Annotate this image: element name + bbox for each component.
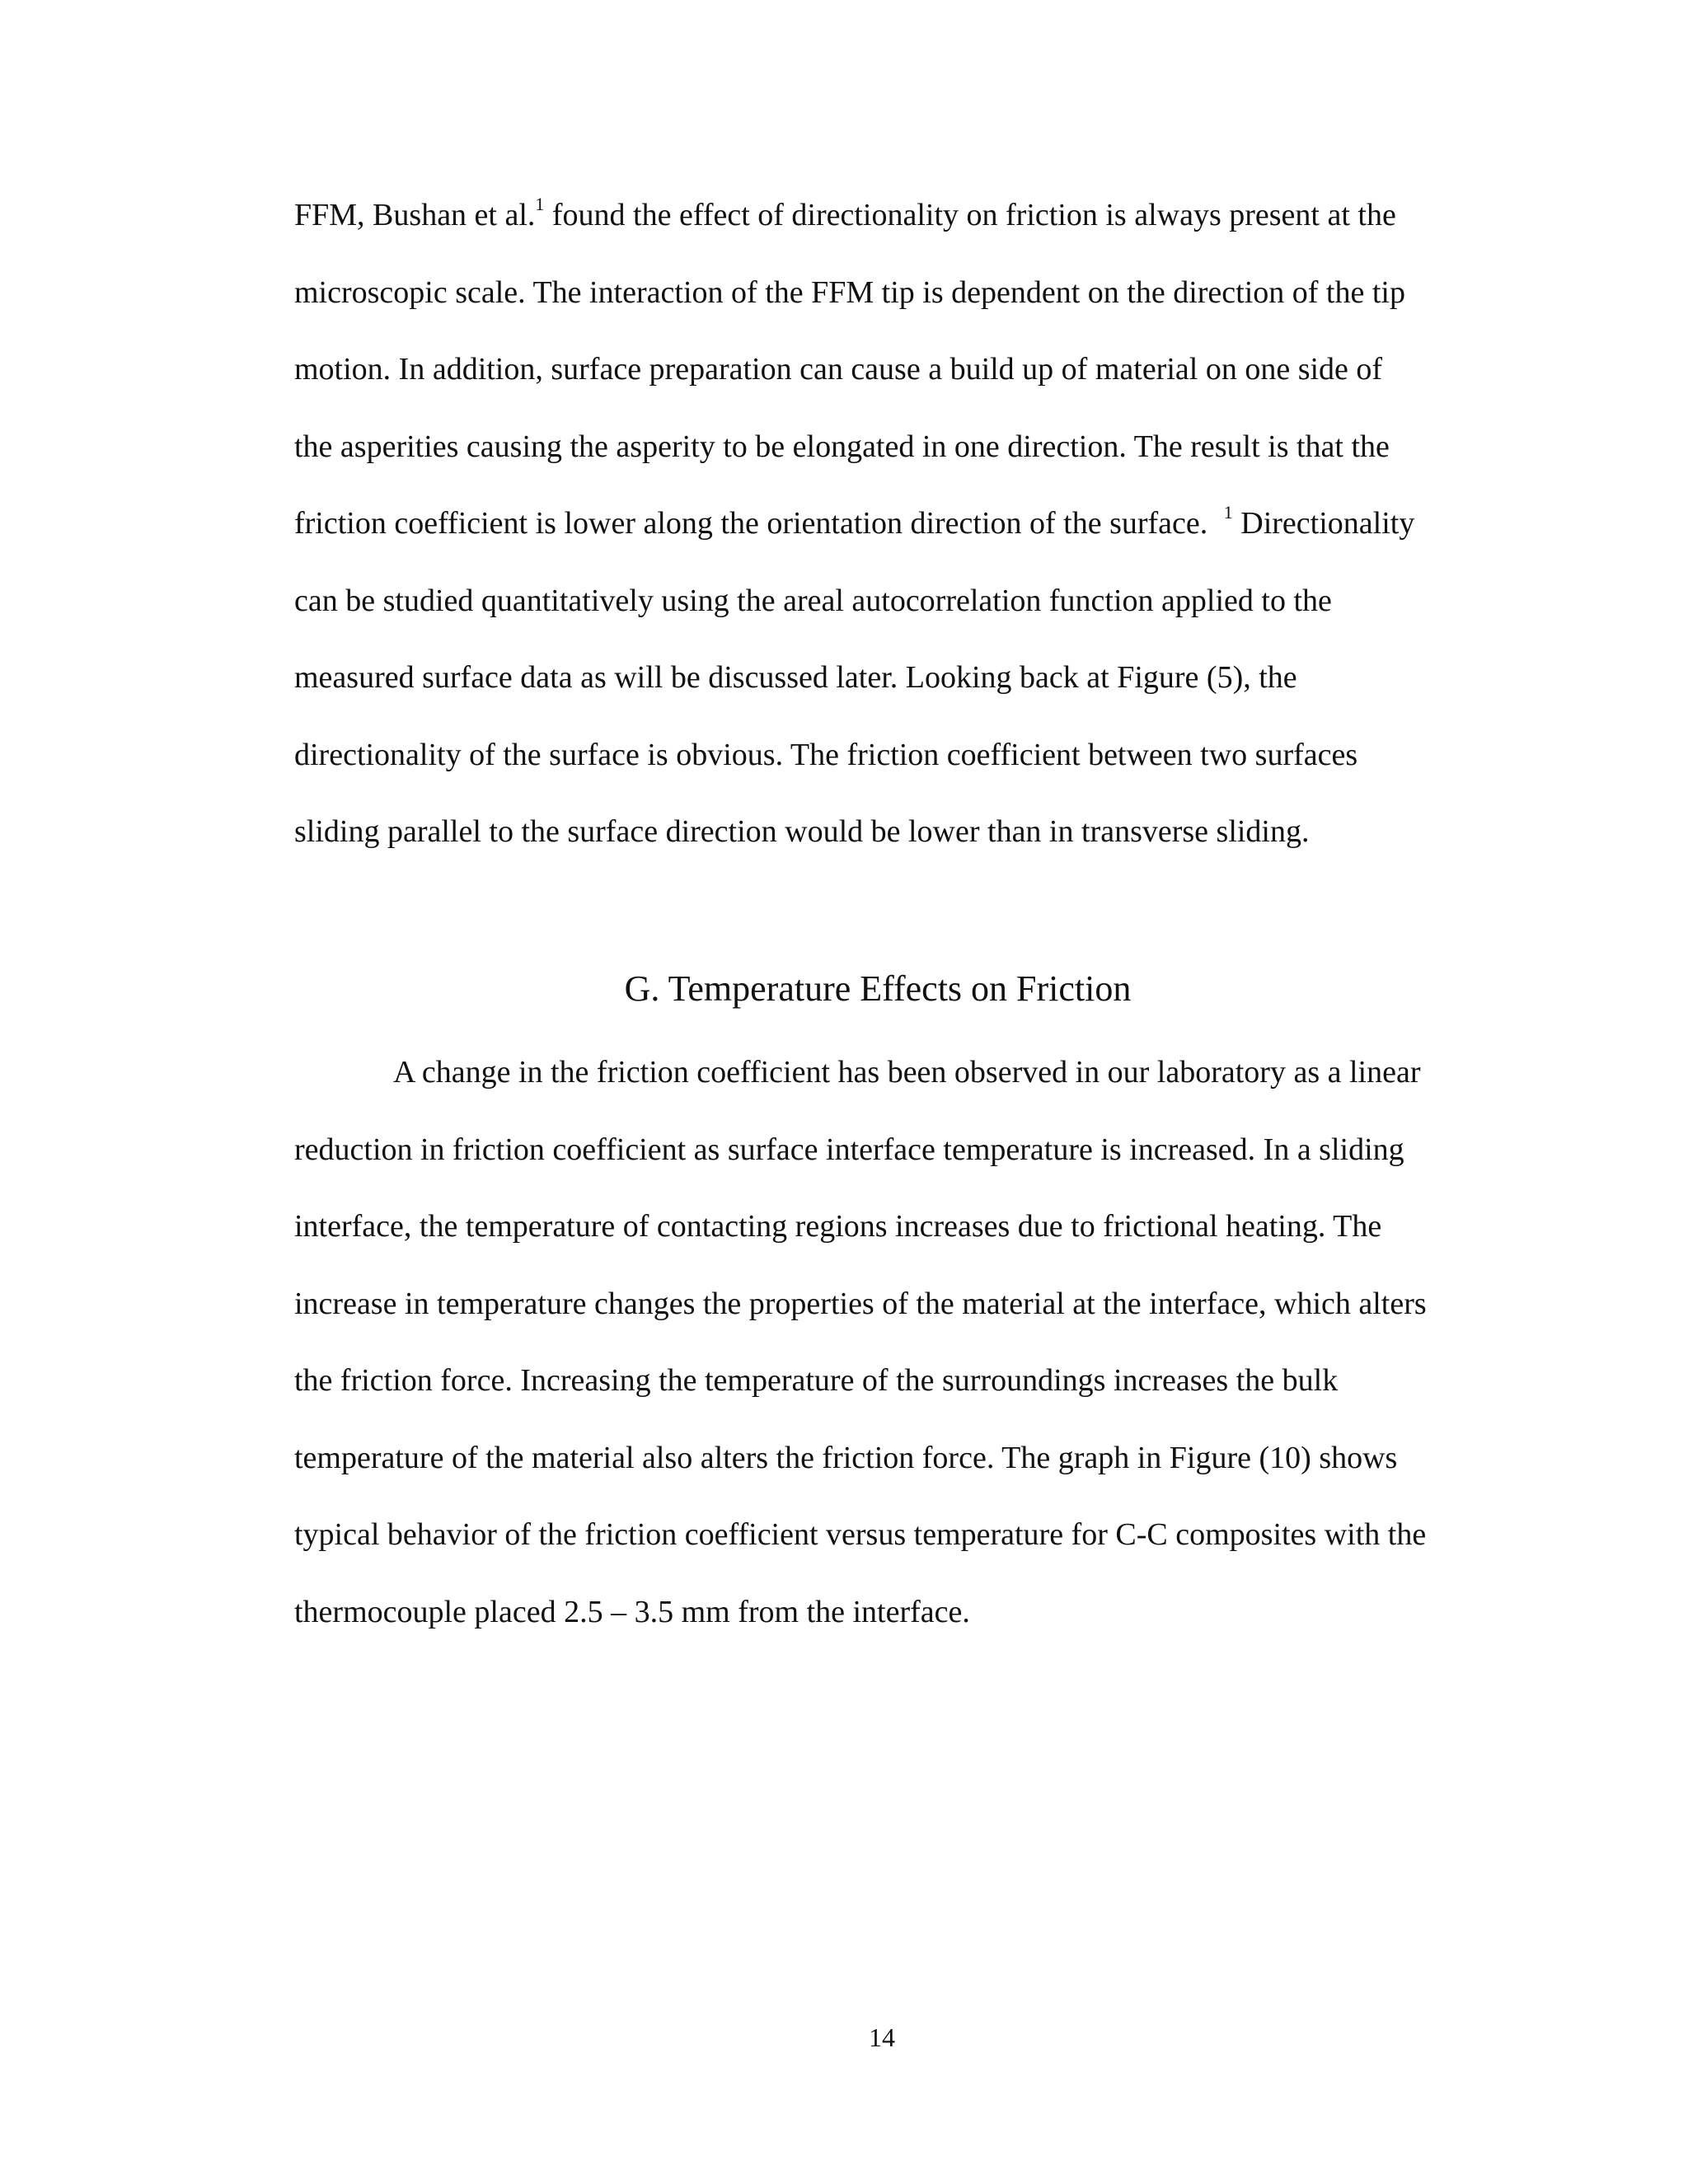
text-line: the friction force. Increasing the temperature of the surroundings increases the bulk <box>294 1363 1339 1398</box>
text-span: Directionality <box>1232 506 1415 541</box>
text-line: can be studied quantitatively using the areal autocorrelation function applied to the <box>294 583 1332 618</box>
text-span: found the effect of directionality on friction is always present at the <box>544 198 1396 232</box>
text-line <box>294 485 1465 563</box>
text-line: typical behavior of the friction coefficient versus temperature for C-C composites with the <box>294 1517 1427 1552</box>
text-line <box>294 177 1465 255</box>
text-span: friction coefficient is lower along the orientation direction of the surface. <box>294 506 1216 541</box>
text-line: thermocouple placed 2.5 – 3.5 mm from the interface. <box>294 1594 970 1629</box>
text-line: A change in the friction coefficient has been observed in our laboratory as a linear <box>393 1055 1421 1090</box>
citation-superscript: 1 <box>535 194 545 215</box>
text-line: increase in temperature changes the properties of the material at the interface, which alters <box>294 1286 1427 1321</box>
text-line: reduction in friction coefficient as surface interface temperature is increased. In a sliding <box>294 1132 1404 1167</box>
text-line: directionality of the surface is obvious. The friction coefficient between two surfaces <box>294 737 1358 772</box>
paragraph-temperature-effects <box>294 1034 1465 1651</box>
text-line: temperature of the material also alters the friction force. The graph in Figure (10) shows <box>294 1440 1398 1475</box>
text-line: interface, the temperature of contacting regions increases due to frictional heating. The <box>294 1209 1382 1244</box>
section-heading: G. Temperature Effects on Friction <box>624 968 1132 1009</box>
text-line: measured surface data as will be discussed later. Looking back at Figure (5), the <box>294 660 1297 695</box>
text-span: FFM, Bushan et al. <box>294 198 536 232</box>
text-line: the asperities causing the asperity to be elongated in one direction. The result is that the <box>294 429 1390 464</box>
text-line: sliding parallel to the surface direction would be lower than in transverse sliding. <box>294 814 1310 849</box>
text-line: motion. In addition, surface preparation can cause a build up of material on one side of <box>294 352 1383 387</box>
page-number: 14 <box>869 2022 895 2052</box>
text-line: microscopic scale. The interaction of the FFM tip is dependent on the direction of the tip <box>294 274 1405 310</box>
citation-superscript: 1 <box>1223 502 1233 523</box>
paragraph-directionality <box>294 177 1465 871</box>
